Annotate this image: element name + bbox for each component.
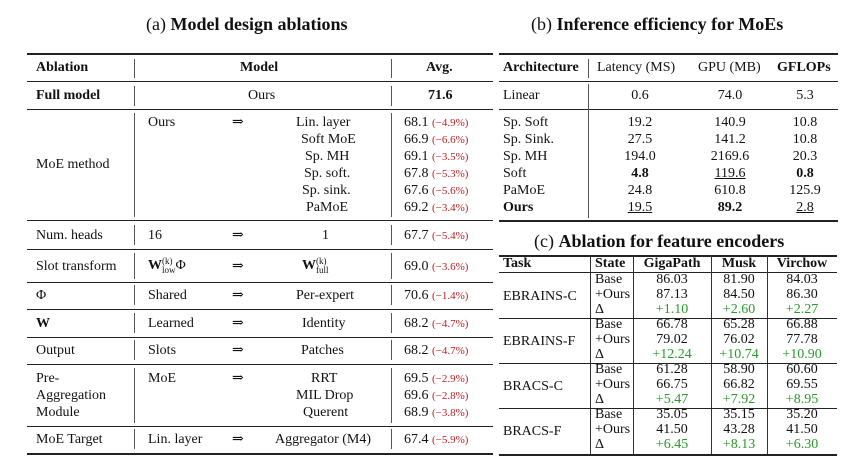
panel-b-top-rule xyxy=(499,53,838,55)
delta: (−2.9%) xyxy=(432,373,469,385)
c-state-base: Base xyxy=(595,317,623,332)
panel-c-title xyxy=(534,231,784,252)
avg: 70.6 xyxy=(404,288,429,303)
avg: 69.1 xyxy=(404,149,429,164)
pre-agg-to-2: Querent xyxy=(303,405,349,420)
c-val: 84.03 xyxy=(786,272,818,287)
delta: (−5.3%) xyxy=(432,168,469,180)
full-model-avg: 71.6 xyxy=(428,88,453,103)
c-delta: +10.90 xyxy=(782,347,822,362)
moe-avg-0 xyxy=(404,115,468,131)
c-header-musk: Musk xyxy=(721,256,757,271)
arrow: ⇒ xyxy=(232,115,244,130)
b-gflops-5: 125.9 xyxy=(789,183,821,198)
c-val: 76.02 xyxy=(723,332,755,347)
b-gflops-1: 10.8 xyxy=(792,115,818,130)
w-avg xyxy=(404,316,468,332)
b-lat-5: 24.8 xyxy=(627,183,653,198)
delta: (−3.6%) xyxy=(432,261,469,273)
b-gpu-4: 119.6 xyxy=(714,166,746,181)
c-val: 65.28 xyxy=(723,317,755,332)
c-task-2: BRACS-C xyxy=(503,379,563,394)
moe-target-from: Lin. layer xyxy=(148,432,203,447)
phi-to: Per-expert xyxy=(296,288,355,303)
rule xyxy=(499,81,838,82)
b-arch-3: Sp. MH xyxy=(503,149,548,164)
arrow: ⇒ xyxy=(232,343,244,358)
output-label: Output xyxy=(36,343,75,358)
delta: (−4.7%) xyxy=(432,345,469,357)
avg: 69.5 xyxy=(404,371,429,386)
avg: 68.9 xyxy=(404,405,429,420)
avg: 68.2 xyxy=(404,343,429,358)
panel-b-bottom-rule xyxy=(499,220,838,222)
b-gflops-6: 2.8 xyxy=(796,200,814,215)
b-arch-5: PaMoE xyxy=(503,183,545,198)
sep xyxy=(588,84,589,218)
moe-avg-5 xyxy=(404,200,468,216)
moe-target-avg xyxy=(404,432,468,448)
c-val: 61.28 xyxy=(656,362,688,377)
avg: 69.2 xyxy=(404,200,429,215)
output-from: Slots xyxy=(148,343,177,358)
sep xyxy=(134,113,135,217)
b-header-latency: Latency (MS) xyxy=(597,60,676,75)
panel-c-title-prefix: (c) xyxy=(534,231,559,251)
pre-agg-to-0: RRT xyxy=(311,371,338,386)
b-lat-4: 4.8 xyxy=(631,166,649,181)
moe-to-1: Soft MoE xyxy=(301,132,356,147)
delta: (−2.8%) xyxy=(432,390,469,402)
moe-to-4: Sp. sink. xyxy=(302,183,351,198)
b-header-gflops: GFLOPs xyxy=(777,60,831,75)
c-val: 60.60 xyxy=(786,362,818,377)
delta: (−5.9%) xyxy=(432,434,469,446)
b-arch-4: Soft xyxy=(503,166,527,181)
c-state-ours: +Ours xyxy=(595,287,631,302)
panel-c-bottom-rule xyxy=(499,454,837,456)
c-delta: +2.27 xyxy=(785,302,819,317)
num-heads-to: 1 xyxy=(322,228,329,243)
b-gpu-0: 74.0 xyxy=(717,88,743,103)
num-heads-avg xyxy=(404,228,468,244)
sep xyxy=(134,285,135,305)
c-delta: +1.10 xyxy=(655,302,689,317)
c-header-state: State xyxy=(595,256,626,271)
slot-transform-to xyxy=(302,256,329,276)
c-delta: +2.60 xyxy=(722,302,756,317)
c-state-ours: +Ours xyxy=(595,377,631,392)
arrow: ⇒ xyxy=(232,228,244,243)
num-heads-label: Num. heads xyxy=(36,228,103,243)
rule xyxy=(27,364,493,365)
panel-a-bottom-rule xyxy=(27,453,493,455)
delta: (−3.8%) xyxy=(432,407,469,419)
delta: (−5.4%) xyxy=(432,230,469,242)
header-model: Model xyxy=(240,60,279,75)
b-arch-6: Ours xyxy=(503,200,534,215)
phi-symbol: Φ xyxy=(175,258,186,273)
sep xyxy=(391,225,392,245)
delta: (−4.7%) xyxy=(432,318,469,330)
panel-c-title-bold: Ablation for feature encoders xyxy=(558,231,785,251)
slot-transform-label: Slot transform xyxy=(36,259,117,274)
c-delta: +12.24 xyxy=(652,347,692,362)
slot-transform-avg xyxy=(404,259,468,275)
c-val: 43.28 xyxy=(723,422,755,437)
sep xyxy=(134,86,135,106)
w-symbol: W xyxy=(302,258,316,273)
delta: (−4.9%) xyxy=(432,117,469,129)
c-val: 66.78 xyxy=(656,317,688,332)
pre-agg-avg-2 xyxy=(404,405,468,421)
c-val: 41.50 xyxy=(786,422,818,437)
b-gflops-3: 20.3 xyxy=(792,149,818,164)
b-gpu-6: 89.2 xyxy=(717,200,743,215)
sep xyxy=(134,253,135,279)
panel-b-title-bold: Inference efficiency for MoEs xyxy=(556,14,784,34)
sep xyxy=(391,429,392,449)
c-task-3: BRACS-F xyxy=(503,424,562,439)
slot-transform-from xyxy=(148,256,186,276)
c-val: 86.30 xyxy=(786,287,818,302)
moe-to-5: PaMoE xyxy=(306,200,348,215)
sep xyxy=(391,113,392,217)
delta: (−5.6%) xyxy=(432,185,469,197)
c-delta: +8.13 xyxy=(722,437,756,452)
sep xyxy=(588,59,589,78)
w-symbol: W xyxy=(148,258,162,273)
w-from: Learned xyxy=(148,316,194,331)
w-to: Identity xyxy=(302,316,346,331)
avg: 67.7 xyxy=(404,228,429,243)
moe-to-2: Sp. MH xyxy=(305,149,350,164)
c-delta: +8.95 xyxy=(785,392,819,407)
c-state-delta: Δ xyxy=(595,437,605,452)
arrow: ⇒ xyxy=(232,288,244,303)
sep xyxy=(134,340,135,360)
rule xyxy=(27,81,493,82)
avg: 67.6 xyxy=(404,183,429,198)
avg: 67.8 xyxy=(404,166,429,181)
sep xyxy=(134,429,135,449)
sep xyxy=(391,313,392,333)
delta: (−3.4%) xyxy=(432,202,469,214)
panel-a-title xyxy=(146,14,348,35)
moe-avg-2 xyxy=(404,149,468,165)
moe-avg-4 xyxy=(404,183,468,199)
b-gpu-5: 610.8 xyxy=(714,183,746,198)
pre-agg-label-3: Module xyxy=(36,405,80,420)
moe-avg-1 xyxy=(404,132,468,148)
panel-a-title-prefix: (a) xyxy=(146,14,171,34)
b-lat-1: 19.2 xyxy=(627,115,653,130)
rule xyxy=(27,282,493,283)
panel-a-top-rule xyxy=(27,53,493,55)
c-state-ours: +Ours xyxy=(595,422,631,437)
col-border xyxy=(590,255,591,456)
avg: 67.4 xyxy=(404,432,429,447)
b-gpu-2: 141.2 xyxy=(714,132,746,147)
c-task-0: EBRAINS-C xyxy=(503,289,577,304)
panel-c-table xyxy=(499,255,837,456)
arrow: ⇒ xyxy=(232,259,244,274)
b-gflops-2: 10.8 xyxy=(792,132,818,147)
sep xyxy=(391,285,392,305)
c-val: 77.78 xyxy=(786,332,818,347)
sep xyxy=(134,225,135,245)
sep xyxy=(391,368,392,423)
delta: (−6.6%) xyxy=(432,134,469,146)
arrow: ⇒ xyxy=(232,432,244,447)
b-gpu-3: 2169.6 xyxy=(710,149,750,164)
phi-avg xyxy=(404,288,468,304)
c-val: 66.88 xyxy=(786,317,818,332)
rule xyxy=(27,337,493,338)
delta: (−3.5%) xyxy=(432,151,469,163)
sep xyxy=(134,59,135,78)
avg: 69.6 xyxy=(404,388,429,403)
c-val: 86.03 xyxy=(656,272,688,287)
pre-agg-avg-0 xyxy=(404,371,468,387)
moe-method-label: MoE method xyxy=(36,157,110,172)
b-arch-1: Sp. Soft xyxy=(503,115,549,130)
pre-agg-from: MoE xyxy=(148,371,176,386)
moe-to-3: Sp. soft. xyxy=(304,166,351,181)
num-heads-from: 16 xyxy=(148,228,162,243)
w-label: W xyxy=(36,316,50,331)
full-model-model: Ours xyxy=(248,88,276,103)
b-arch-2: Sp. Sink. xyxy=(503,132,554,147)
delta: (−1.4%) xyxy=(432,290,469,302)
panel-b-title-prefix: (b) xyxy=(531,14,557,34)
b-lat-2: 27.5 xyxy=(627,132,653,147)
pre-agg-avg-1 xyxy=(404,388,468,404)
avg: 66.9 xyxy=(404,132,429,147)
c-delta: +5.47 xyxy=(655,392,689,407)
rule xyxy=(27,309,493,310)
header-avg: Avg. xyxy=(426,60,453,75)
c-header-virchow: Virchow xyxy=(776,256,828,271)
pre-agg-label-2: Aggregation xyxy=(36,388,106,403)
output-avg xyxy=(404,343,468,359)
phi-label: Φ xyxy=(36,288,47,303)
sep xyxy=(391,253,392,279)
b-lat-3: 194.0 xyxy=(624,149,656,164)
moe-avg-3 xyxy=(404,166,468,182)
phi-from: Shared xyxy=(148,288,187,303)
b-gpu-1: 140.9 xyxy=(714,115,746,130)
sub: low xyxy=(162,264,176,275)
b-gflops-4: 0.8 xyxy=(796,166,814,181)
b-gflops-0: 5.3 xyxy=(796,88,814,103)
c-delta: +10.74 xyxy=(719,347,759,362)
b-lat-6: 19.5 xyxy=(627,200,653,215)
c-state-base: Base xyxy=(595,272,623,287)
c-delta: +6.45 xyxy=(655,437,689,452)
sup: (k) xyxy=(316,255,327,266)
c-state-base: Base xyxy=(595,362,623,377)
sep xyxy=(134,368,135,423)
sup: (k) xyxy=(162,255,173,266)
rule xyxy=(27,220,493,221)
c-val: 35.05 xyxy=(656,407,688,422)
c-delta: +6.30 xyxy=(785,437,819,452)
c-delta: +7.92 xyxy=(722,392,756,407)
c-val: 35.20 xyxy=(786,407,818,422)
header-ablation: Ablation xyxy=(36,60,89,75)
avg: 68.1 xyxy=(404,115,429,130)
rule xyxy=(27,426,493,427)
moe-to-0: Lin. layer xyxy=(296,115,351,130)
moe-method-from: Ours xyxy=(148,115,176,130)
avg: 69.0 xyxy=(404,259,429,274)
c-val: 81.90 xyxy=(723,272,755,287)
sub: full xyxy=(316,264,329,275)
c-state-delta: Δ xyxy=(595,392,605,407)
arrow: ⇒ xyxy=(232,316,244,331)
rule xyxy=(499,109,838,110)
c-task-1: EBRAINS-F xyxy=(503,334,576,349)
pre-agg-to-1: MIL Drop xyxy=(296,388,354,403)
rule xyxy=(27,249,493,250)
c-state-ours: +Ours xyxy=(595,332,631,347)
arrow: ⇒ xyxy=(232,371,244,386)
b-header-architecture: Architecture xyxy=(503,60,579,75)
panel-a-title-bold: Model design ablations xyxy=(170,14,348,34)
c-val: 35.15 xyxy=(723,407,755,422)
sep xyxy=(391,59,392,78)
rule xyxy=(27,109,493,110)
c-val: 66.75 xyxy=(656,377,688,392)
c-header-gigapath: GigaPath xyxy=(643,256,701,271)
c-val: 69.55 xyxy=(786,377,818,392)
full-model-label: Full model xyxy=(36,88,101,103)
c-val: 66.82 xyxy=(723,377,755,392)
sep xyxy=(134,313,135,333)
c-val: 41.50 xyxy=(656,422,688,437)
c-val: 87.13 xyxy=(656,287,688,302)
b-lat-0: 0.6 xyxy=(631,88,649,103)
b-header-gpu: GPU (MB) xyxy=(698,60,761,75)
c-val: 79.02 xyxy=(656,332,688,347)
avg: 68.2 xyxy=(404,316,429,331)
pre-agg-label-1: Pre- xyxy=(36,371,60,386)
c-val: 58.90 xyxy=(723,362,755,377)
sep xyxy=(391,86,392,106)
output-to: Patches xyxy=(301,343,344,358)
moe-target-label: MoE Target xyxy=(36,432,103,447)
moe-target-to: Aggregator (M4) xyxy=(275,432,372,447)
c-header-task: Task xyxy=(503,256,532,271)
sep xyxy=(391,340,392,360)
c-val: 84.50 xyxy=(723,287,755,302)
b-arch-0: Linear xyxy=(503,88,540,103)
c-state-delta: Δ xyxy=(595,347,605,362)
panel-b-title xyxy=(531,14,783,35)
c-state-delta: Δ xyxy=(595,302,605,317)
c-state-base: Base xyxy=(595,407,623,422)
